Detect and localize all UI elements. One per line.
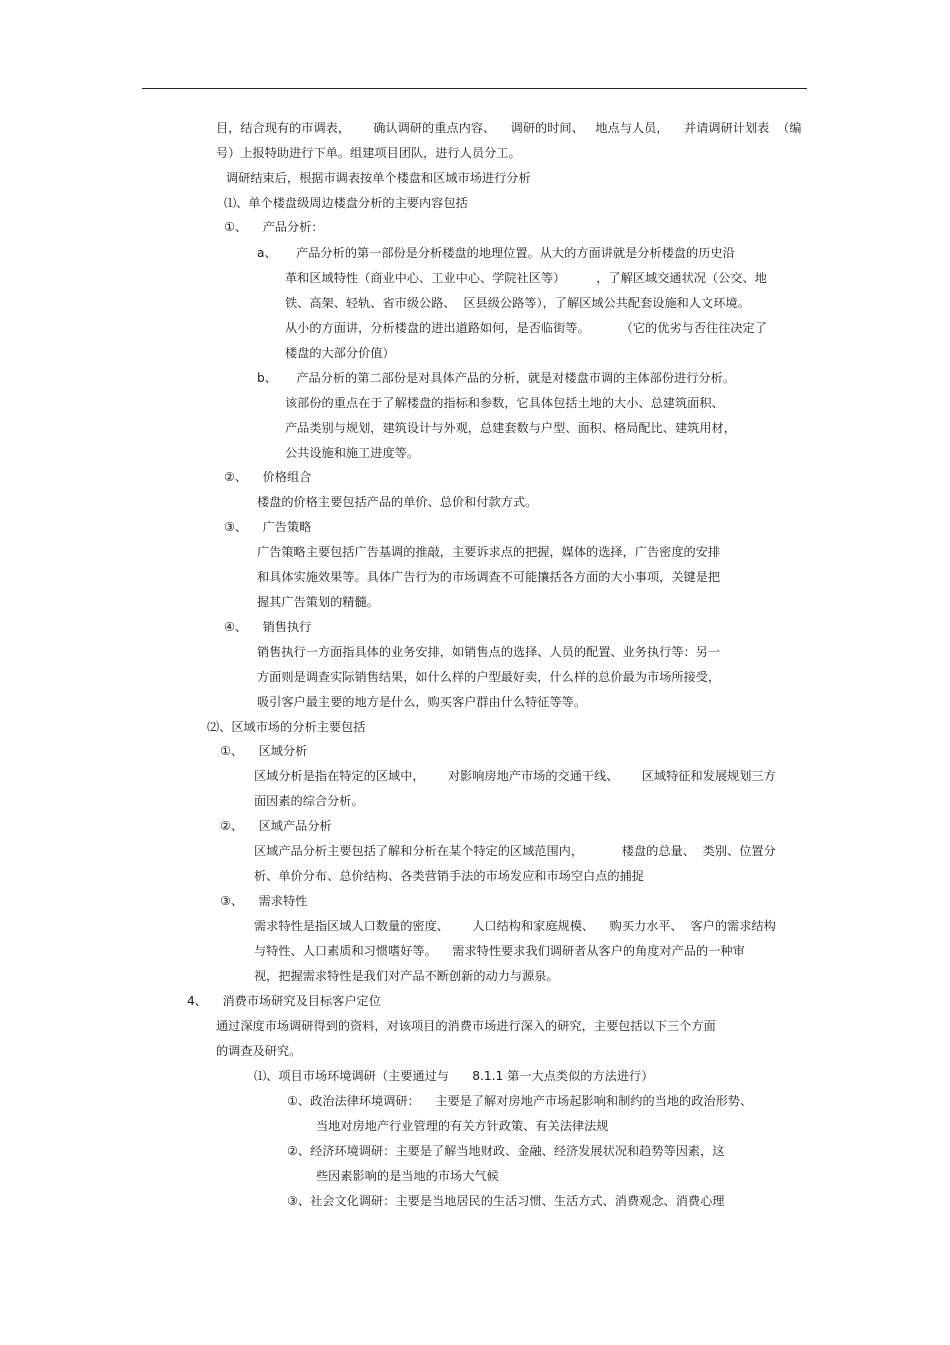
list-item: ①、政治法律环境调研： 主要是了解对房地产市场起影响和制约的当地的政治形势、: [287, 1094, 753, 1108]
text-line: 的调查及研究。: [216, 1044, 302, 1058]
text-line: 握其广告策划的精髓。: [257, 595, 379, 609]
subsection-heading: ③、 需求特性: [220, 894, 308, 908]
text-line: 从小的方面讲，分析楼盘的进出道路如何，是否临街等。 （它的优劣与否往往决定了: [285, 321, 767, 335]
text-line: 革和区域特性（商业中心、工业中心、学院社区等） ，了解区域交通状况（公交、地: [285, 271, 767, 285]
text-line: 需求特性是指区域人口数量的密度、 人口结构和家庭规模、 购买力水平、 客户的需求结构: [254, 919, 776, 933]
text-line: 通过深度市场调研得到的资料，对该项目的消费市场进行深入的研究，主要包括以下三个方面: [216, 1019, 716, 1033]
header-rule: [142, 88, 807, 89]
text-line: 该部份的重点在于了解楼盘的指标和参数，它具体包括土地的大小、总建筑面积、: [285, 396, 724, 410]
text-line: 区域产品分析主要包括了解和分析在某个特定的区域范围内， 楼盘的总量、 类别、位置分: [254, 844, 776, 858]
section-heading: ⑵、区域市场的分析主要包括: [207, 720, 366, 734]
text-line: 当地对房地产行业管理的有关方针政策、有关法律法规: [316, 1119, 609, 1133]
section-heading: ⑴、单个楼盘级周边楼盘分析的主要内容包括: [224, 196, 468, 210]
subsection-heading: ③、 广告策略: [224, 520, 312, 534]
text-line: 产品类别与规划，建筑设计与外观，总建套数与户型、面积、格局配比、建筑用材，: [285, 421, 736, 435]
section-heading: 4、 消费市场研究及目标客户定位: [187, 994, 381, 1008]
subsection-heading: ④、 销售执行: [224, 620, 312, 634]
text-line: 楼盘的大部分价值）: [285, 346, 395, 360]
text-line: 区域分析是指在特定的区域中， 对影响房地产市场的交通干线、 区域特征和发展规划三方: [254, 769, 776, 783]
text-line: 号）上报特助进行下单。组建项目团队，进行人员分工。: [216, 146, 521, 160]
list-item: a、 产品分析的第一部份是分析楼盘的地理位置。从大的方面讲就是分析楼盘的历史沿: [257, 246, 735, 260]
text-line: 与特性、人口素质和习惯嗜好等。 需求特性要求我们调研者从客户的角度对产品的一种审: [254, 944, 745, 958]
text-line: 面因素的综合分析。: [254, 794, 364, 808]
text-line: 楼盘的价格主要包括产品的单价、总价和付款方式。: [257, 495, 538, 509]
text-line: 铁、高架、轻轨、省市级公路、 区县级公路等），了解区域公共配套设施和人文环境。: [285, 296, 750, 310]
text-line: 析、单价分布、总价结构、各类营销手法的市场发应和市场空白点的捕捉: [254, 869, 644, 883]
text-line: 些因素影响的是当地的市场大气候: [316, 1169, 499, 1183]
text-line: 吸引客户最主要的地方是什么，购买客户群由什么特征等等。: [257, 695, 587, 709]
text-line: 公共设施和施工进度等。: [285, 446, 420, 460]
list-item: ③、社会文化调研：主要是当地居民的生活习惯、生活方式、消费观念、消费心理: [287, 1194, 725, 1208]
text-line: 广告策略主要包括广告基调的推敲，主要诉求点的把握，媒体的选择，广告密度的安排: [257, 545, 721, 559]
text-line: 目，结合现有的市调表， 确认调研的重点内容、 调研的时间、 地点与人员， 并请调研计划表 （编: [216, 121, 802, 135]
text-line: 方面则是调查实际销售结果，如什么样的户型最好卖，什么样的总价最为市场所接受，: [257, 670, 721, 684]
subsection-heading: ①、 区域分析: [220, 744, 308, 758]
list-item: b、 产品分析的第二部份是对具体产品的分析，就是对楼盘市调的主体部份进行分析。: [257, 371, 736, 385]
text-line: 调研结束后，根据市调表按单个楼盘和区域市场进行分析: [226, 171, 531, 185]
subsection-heading: ②、 区域产品分析: [220, 819, 332, 833]
subsection-heading: ①、 产品分析：: [224, 220, 324, 234]
subsection-heading: ⑴、项目市场环境调研（主要通过与 8.1.1 第一大点类似的方法进行）: [254, 1069, 654, 1083]
text-line: 和具体实施效果等。具体广告行为的市场调查不可能攘括各方面的大小事项，关键是把: [257, 570, 721, 584]
text-line: 视，把握需求特性是我们对产品不断创新的动力与源泉。: [254, 969, 559, 983]
list-item: ②、经济环境调研：主要是了解当地财政、金融、经济发展状况和趋势等因素，这: [287, 1144, 725, 1158]
text-line: 销售执行一方面指具体的业务安排，如销售点的选择、人员的配置、业务执行等：另一: [257, 645, 721, 659]
subsection-heading: ②、 价格组合: [224, 470, 312, 484]
